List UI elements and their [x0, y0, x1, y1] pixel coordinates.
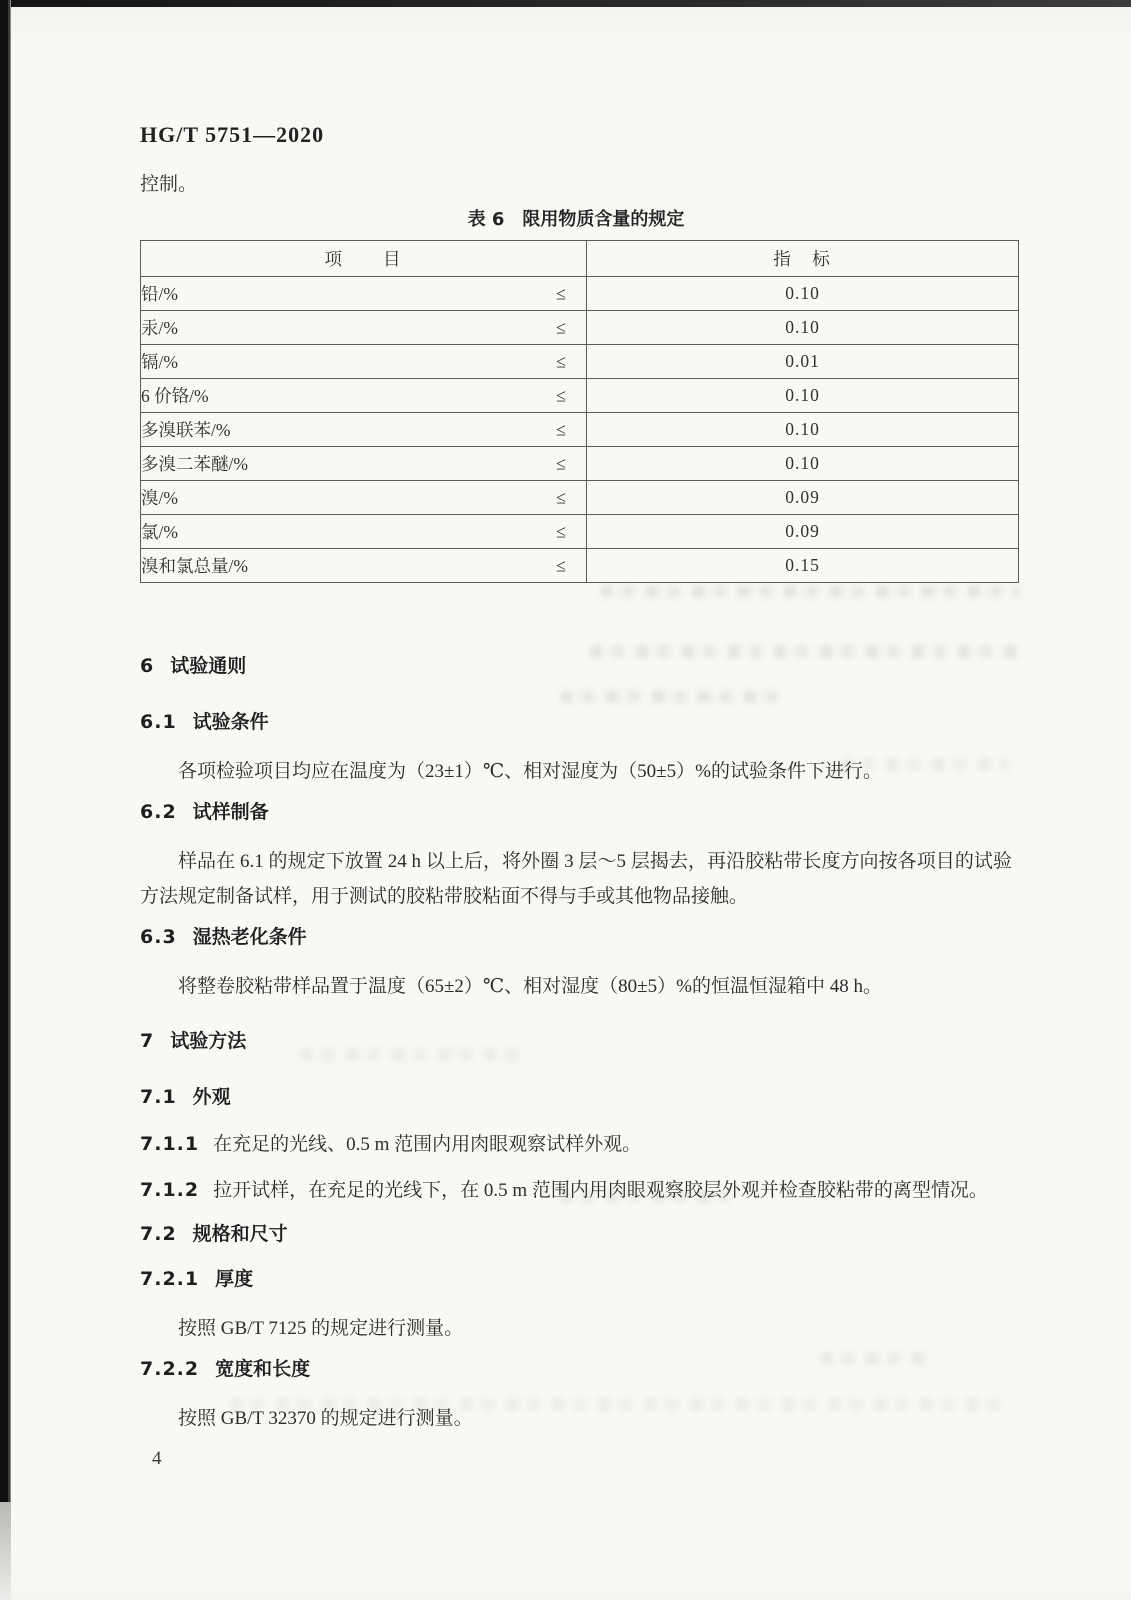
section-title: 试验条件 [192, 711, 269, 733]
section-heading-7 [140, 1028, 1012, 1054]
restricted-substances-table [140, 240, 1019, 583]
section-title: 试验通则 [170, 655, 247, 677]
section-title: 外观 [192, 1086, 231, 1108]
table-row [141, 345, 1019, 379]
section-body-7-2-2: 按照 GB/T 32370 的规定进行测量。 [178, 1408, 473, 1429]
item-name: 铅/% [141, 284, 178, 304]
limit-value: 0.09 [587, 481, 1019, 515]
section-number: 6.3 [140, 926, 177, 948]
limit-value: 0.10 [587, 447, 1019, 481]
section-body-7-2-1: 按照 GB/T 7125 的规定进行测量。 [178, 1318, 464, 1339]
section-title: 试样制备 [192, 801, 269, 823]
section-body-6-3: 将整卷胶粘带样品置于温度（65±2）℃、相对湿度（80±5）%的恒温恒湿箱中 48 h。 [178, 976, 882, 997]
scan-edge-left [0, 0, 11, 1502]
less-equal-symbol: ≤ [556, 283, 566, 303]
item-name: 汞/% [141, 318, 178, 338]
less-equal-symbol: ≤ [556, 555, 566, 575]
less-equal-symbol: ≤ [556, 521, 566, 541]
item-name: 氯/% [141, 522, 178, 542]
section-heading-6-2 [140, 799, 1012, 825]
clause-number: 7.1.2 [140, 1179, 200, 1201]
section-heading-7-2-1 [140, 1266, 1012, 1292]
page-number: 4 [152, 1448, 162, 1469]
table-header-row [141, 241, 1019, 277]
scan-edge-top [0, 0, 1131, 7]
standard-code: HG/T 5751—2020 [140, 122, 325, 147]
lead-text: 控制。 [140, 174, 198, 195]
section-body-6-2: 样品在 6.1 的规定下放置 24 h 以上后，将外圈 3 层～5 层揭去，再沿胶粘带长度方向按各项目的试验方法规定制备试样，用于测试的胶粘带胶粘面不得与手或其他物品接触。 [140, 851, 1012, 907]
section-number: 7.2.1 [140, 1268, 200, 1290]
item-name: 多溴二苯醚/% [141, 454, 248, 474]
section-number: 6.1 [140, 711, 177, 733]
table-row [141, 481, 1019, 515]
table-header-item: 项 目 [141, 241, 587, 277]
table-row [141, 413, 1019, 447]
clause-7-1-1 [140, 1129, 1012, 1160]
less-equal-symbol: ≤ [556, 385, 566, 405]
clause-text: 拉开试样，在充足的光线下，在 0.5 m 范围内用肉眼观察胶层外观并检查胶粘带的离型情况。 [213, 1180, 988, 1201]
table-row [141, 379, 1019, 413]
section-number: 6 [140, 655, 155, 677]
limit-value: 0.10 [587, 277, 1019, 311]
section-heading-7-2 [140, 1221, 1012, 1247]
limit-value: 0.10 [587, 379, 1019, 413]
less-equal-symbol: ≤ [556, 317, 566, 337]
item-name: 镉/% [141, 352, 178, 372]
item-name: 溴/% [141, 488, 178, 508]
clause-text: 在充足的光线、0.5 m 范围内用肉眼观察试样外观。 [213, 1134, 642, 1155]
section-body-6-1: 各项检验项目均应在温度为（23±1）℃、相对湿度为（50±5）%的试验条件下进行。 [178, 761, 882, 782]
limit-value: 0.09 [587, 515, 1019, 549]
section-number: 7.2 [140, 1223, 177, 1245]
item-name: 6 价铬/% [141, 386, 209, 406]
section-number: 7.1 [140, 1086, 177, 1108]
item-name: 溴和氯总量/% [141, 556, 248, 576]
section-heading-6 [140, 653, 1012, 679]
section-number: 7 [140, 1030, 155, 1052]
less-equal-symbol: ≤ [556, 351, 566, 371]
section-title: 宽度和长度 [215, 1358, 311, 1380]
less-equal-symbol: ≤ [556, 453, 566, 473]
section-heading-6-3 [140, 924, 1012, 950]
limit-value: 0.01 [587, 345, 1019, 379]
table-header-index: 指 标 [587, 241, 1019, 277]
limit-value: 0.10 [587, 413, 1019, 447]
table-row [141, 447, 1019, 481]
table-title: 表 6 限用物质含量的规定 [467, 209, 685, 230]
limit-value: 0.15 [587, 549, 1019, 583]
item-name: 多溴联苯/% [141, 420, 231, 440]
page-content [140, 122, 1012, 1436]
scan-edge-left-fade [0, 1502, 11, 1600]
section-heading-7-2-2 [140, 1356, 1012, 1382]
table-row [141, 277, 1019, 311]
section-title: 厚度 [215, 1268, 254, 1290]
less-equal-symbol: ≤ [556, 419, 566, 439]
table-row [141, 311, 1019, 345]
section-title: 试验方法 [170, 1030, 247, 1052]
less-equal-symbol: ≤ [556, 487, 566, 507]
section-number: 7.2.2 [140, 1358, 200, 1380]
section-title: 规格和尺寸 [192, 1223, 288, 1245]
section-title: 湿热老化条件 [192, 926, 307, 948]
clause-number: 7.1.1 [140, 1133, 200, 1155]
table-row [141, 515, 1019, 549]
section-heading-7-1 [140, 1084, 1012, 1110]
section-heading-6-1 [140, 709, 1012, 735]
clause-7-1-2 [140, 1175, 1012, 1206]
section-number: 6.2 [140, 801, 177, 823]
limit-value: 0.10 [587, 311, 1019, 345]
table-row [141, 549, 1019, 583]
